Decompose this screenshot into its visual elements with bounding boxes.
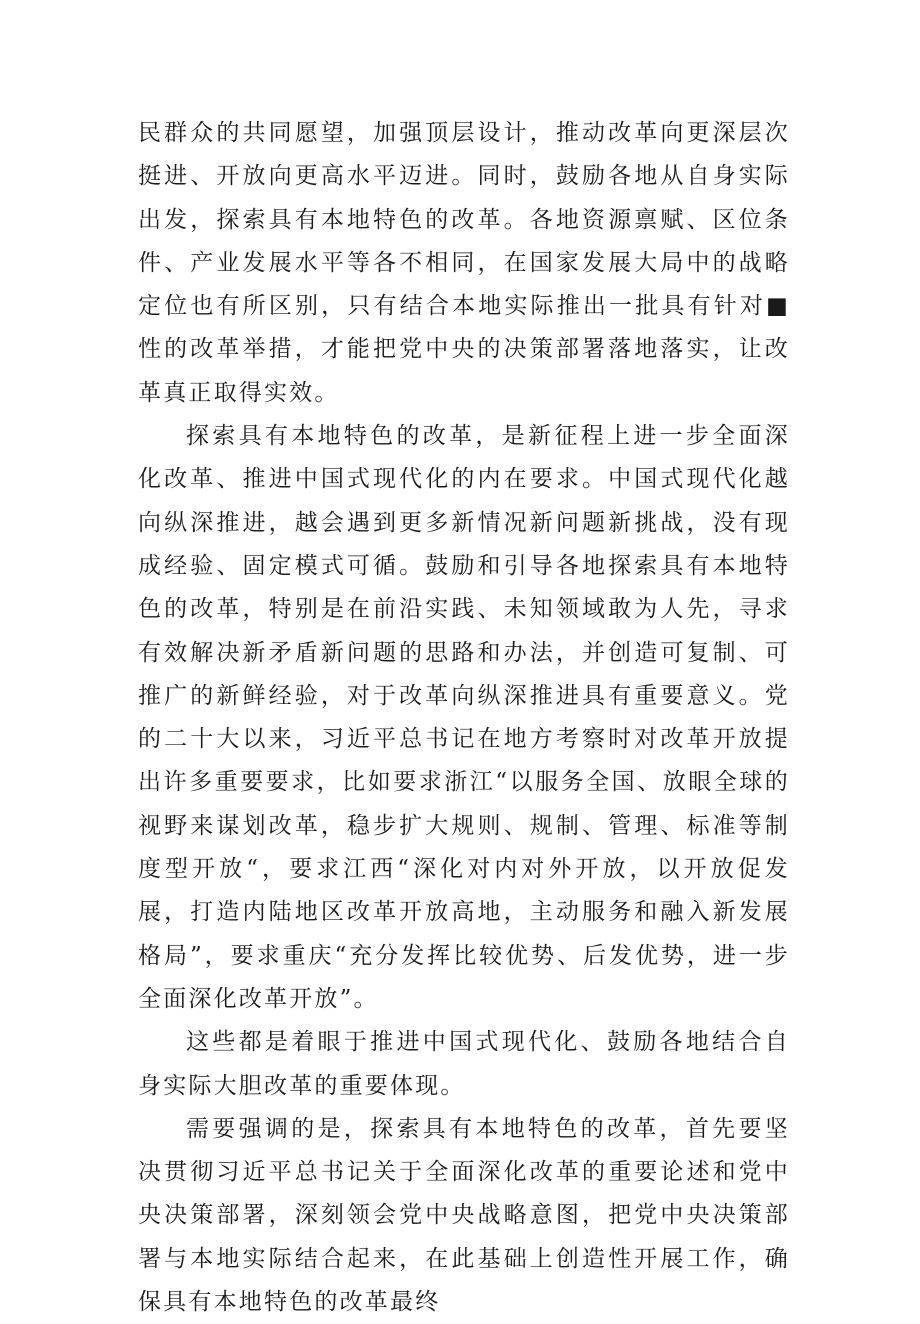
paragraph-3: 这些都是着眼于推进中国式现代化、鼓励各地结合自身实际大胆改革的重要体现。 (138, 1029, 790, 1099)
paragraph-1: 民群众的共同愿望，加强顶层设计，推动改革向更深层次挺进、开放向更高水平迈进。同时，鼓励各地从自身实际出发，探索具有本地特色的改革。各地资源禀赋、区位条件、产业发展水平等各不相同，在国家发展大局中的战略定位也有所区别，只有结合本地实际推出一批具有针对■性的改革举措，才能把党中央的决策部署落地落实，让改革真正取得实效。 (138, 120, 790, 406)
paragraph-2: 探索具有本地特色的改革，是新征程上进一步全面深化改革、推进中国式现代化的内在要求。中国式现代化越向纵深推进，越会遇到更多新情况新问题新挑战，没有现成经验、固定模式可循。鼓励和引导各地探索具有本地特色的改革，特别是在前沿实践、未知领域敢为人先，寻求有效解决新矛盾新问题的思路和办法，并创造可复制、可推广的新鲜经验，对于改革向纵深推进具有重要意义。党的二十大以来，习近平总书记在地方考察时对改革开放提出许多重要要求，比如要求浙江“以服务全国、放眼全球的视野来谋划改革，稳步扩大规则、规制、管理、标准等制度型开放“，要求江西“深化对内对外开放，以开放促发展，打造内陆地区改革开放高地，主动服务和融入新发展格局”，要求重庆“充分发挥比较优势、后发优势，进一步全面深化改革开放”。 (138, 423, 790, 1012)
paragraph-4: 需要强调的是，探索具有本地特色的改革，首先要坚决贯彻习近平总书记关于全面深化改革的重要论述和党中央决策部署，深刻领会党中央战略意图，把党中央决策部署与本地实际结合起来，在此基础上创造性开展工作，确保具有本地特色的改革最终 (138, 1115, 790, 1316)
document-body (138, 112, 790, 1324)
